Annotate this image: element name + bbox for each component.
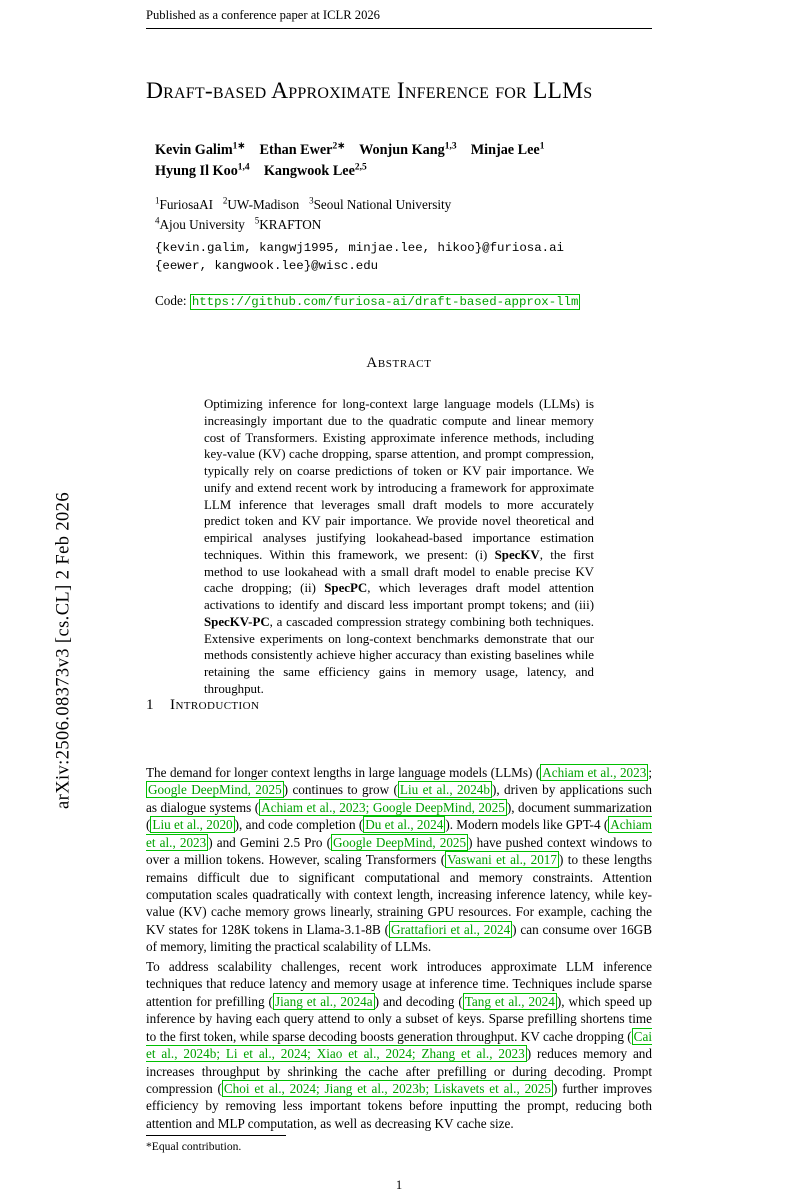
abstract-heading: Abstract — [366, 355, 432, 371]
email-line-2: {eewer, kangwook.lee}@wisc.edu — [155, 258, 379, 273]
section-number: 1 — [146, 696, 154, 713]
citation-achiam-2023-c[interactable]: Achiam et al., 2023 — [146, 817, 652, 850]
affiliation-5: $^5$KRAFTON — [254, 215, 322, 232]
paragraph-intro-2: To address scalability challenges, recent work introduces approximate LLM inference techniques that reduce latency and memory usage at inference time. Techniques include sparse attention for prefilling ( Jiang et al., 2024a ) and decoding ( Tang et al., 2024 ), which speed up inference by having each query attend to only a subset of keys. Sparse prefilling shortens time to the first token, while sparse decoding boosts generation throughput. KV cache dropping ( Cai et al., 2024b; Li et al., 2024; Xiao et al., 2024; Zhang et al., 2023 ) reduces memory and increases throughput by shrinking the cache after prefilling or during decoding. Prompt compression ( Choi et al., 2024; Jiang et al., 2023b; Liskavets et al., 2025 ) further improves efficiency by removing less important tokens before inputting the prompt, reducing both attention and MLP computation, as well as decreasing KV cache size. — [146, 959, 652, 1131]
footnote-rule — [146, 1135, 286, 1136]
affiliation-2: $^2$UW-Madison — [222, 196, 300, 213]
citation-google-deepmind-2025[interactable]: Google DeepMind, 2025 — [148, 782, 282, 798]
citation-grattafiori-2024[interactable]: Grattafiori et al., 2024 — [391, 921, 511, 937]
page-title: Draft-based Approximate Inference for LLMs — [146, 78, 593, 104]
citation-achiam-2023[interactable]: Achiam et al., 2023 — [542, 765, 647, 780]
page-number: 1 — [395, 1178, 403, 1192]
affiliation-list — [155, 195, 655, 234]
running-head: Published as a conference paper at ICLR 2026 — [146, 8, 380, 22]
citation-liu-2024b[interactable]: Liu et al., 2024b — [399, 782, 490, 798]
code-link-line — [155, 293, 675, 309]
author-kevin-galim: Kevin Galim$^{1∗}$ — [155, 141, 246, 158]
arxiv-identifier-stamp: arXiv:2506.08373v3 [cs.CL] 2 Feb 2026 — [53, 492, 74, 809]
author-wonjun-kang: Wonjun Kang$^{1,3}$ — [359, 141, 457, 158]
citation-cai-2024b[interactable]: Cai et al., 2024b; Li et al., 2024; Xiao et al., 2024; Zhang et al., 2023 — [146, 1028, 652, 1062]
email-block — [155, 240, 675, 276]
section-title: Introduction — [170, 696, 260, 713]
author-kangwook-lee: Kangwook Lee$^{2,5}$ — [263, 161, 367, 179]
affiliation-1: $^1$FuriosaAI — [155, 196, 213, 213]
citation-tang-2024[interactable]: Tang et al., 2024 — [464, 993, 555, 1009]
author-minjae-lee: Minjae Lee$^1$ — [470, 141, 545, 158]
citation-du-2024[interactable]: Du et al., 2024 — [365, 817, 444, 833]
header-rule — [146, 28, 652, 29]
citation-jiang-2024a[interactable]: Jiang et al., 2024a — [274, 993, 373, 1009]
author-ethan-ewer: Ethan Ewer$^{2∗}$ — [259, 141, 346, 158]
affiliation-3: $^3$Seoul National University — [309, 196, 452, 213]
affiliation-4: $^4$Ajou University — [155, 215, 245, 232]
section-heading-introduction — [146, 696, 652, 714]
footnote-equal-contribution: *Equal contribution. — [146, 1140, 242, 1153]
email-line-1: {kevin.galim, kangwj1995, minjae.lee, hikoo}@furiosa.ai — [155, 241, 564, 255]
code-repository-link[interactable]: https://github.com/furiosa-ai/draft-based-approx-llm — [191, 295, 579, 309]
author-hyung-il-koo: Hyung Il Koo$^{1,4}$ — [155, 161, 250, 179]
citation-choi-2024[interactable]: Choi et al., 2024; Jiang et al., 2023b; Liskavets et al., 2025 — [223, 1080, 551, 1096]
code-label: Code: — [155, 293, 187, 308]
citation-achiam-2023-b[interactable]: Achiam et al., 2023; Google DeepMind, 2025 — [261, 799, 505, 815]
citation-liu-2020[interactable]: Liu et al., 2020 — [152, 817, 233, 833]
citation-vaswani-2017[interactable]: Vaswani et al., 2017 — [447, 852, 557, 868]
abstract-text: Optimizing inference for long-context large language models (LLMs) is increasingly important due to the quadratic compute and linear memory cost of Transformers. Existing approximate inference methods, including key-value (KV) cache dropping, sparse attention, and prompt compression, typically rely on coarse predictions of token or KV pair importance. We unify and extend recent work by introducing a framework for approximate LLM inference that leverages small draft models to more accurately predict token and KV pair importance. We provide novel theoretical and empirical analyses justifying lookahead-based importance estimation techniques. Within this framework, we present: (i) SpecKV, the first method to use lookahead with a small draft model to enable precise KV cache dropping; (ii) SpecPC, which leverages draft model attention activations to identify and discard less important prompt tokens; and (iii) SpecKV-PC, a cascaded compression strategy combining both techniques. Extensive experiments on long-context benchmarks demonstrate that our methods consistently achieve higher accuracy than existing baselines while retaining the same efficiency gains in memory usage, latency, and throughput. — [204, 397, 595, 697]
citation-google-deepmind-2025-b[interactable]: Google DeepMind, 2025 — [332, 834, 467, 850]
author-list — [155, 140, 655, 181]
paragraph-intro-1: The demand for longer context lengths in large language models (LLMs) ( Achiam et al., 2023 ; Google DeepMind, 2025 ) continues to grow ( Liu et al., 2024b ), driven by applications such as dialogue systems ( Achiam et al., 2023; Google DeepMind, 2025 ), document summarization ( Liu et al., 2020 ), and code completion ( Du et al., 2024 ). Modern models like GPT-4 ( Achiam et al., 2023 ) and Gemini 2.5 Pro ( Google DeepMind, 2025 ) have pushed context windows to over a million tokens. However, scaling Transformers ( Vaswani et al., 2017 ) to these lengths remains difficult due to significant computational and memory constraints. Attention computation scales quadratically with context length, increasing inference latency, while key-value (KV) cache memory grows linearly, straining GPU resources. For example, caching the KV states for 128K tokens in Llama-3.1-8B ( Grattafiori et al., 2024 ) can consume over 16GB of memory, limiting the practical scalability of LLMs. — [146, 765, 653, 955]
